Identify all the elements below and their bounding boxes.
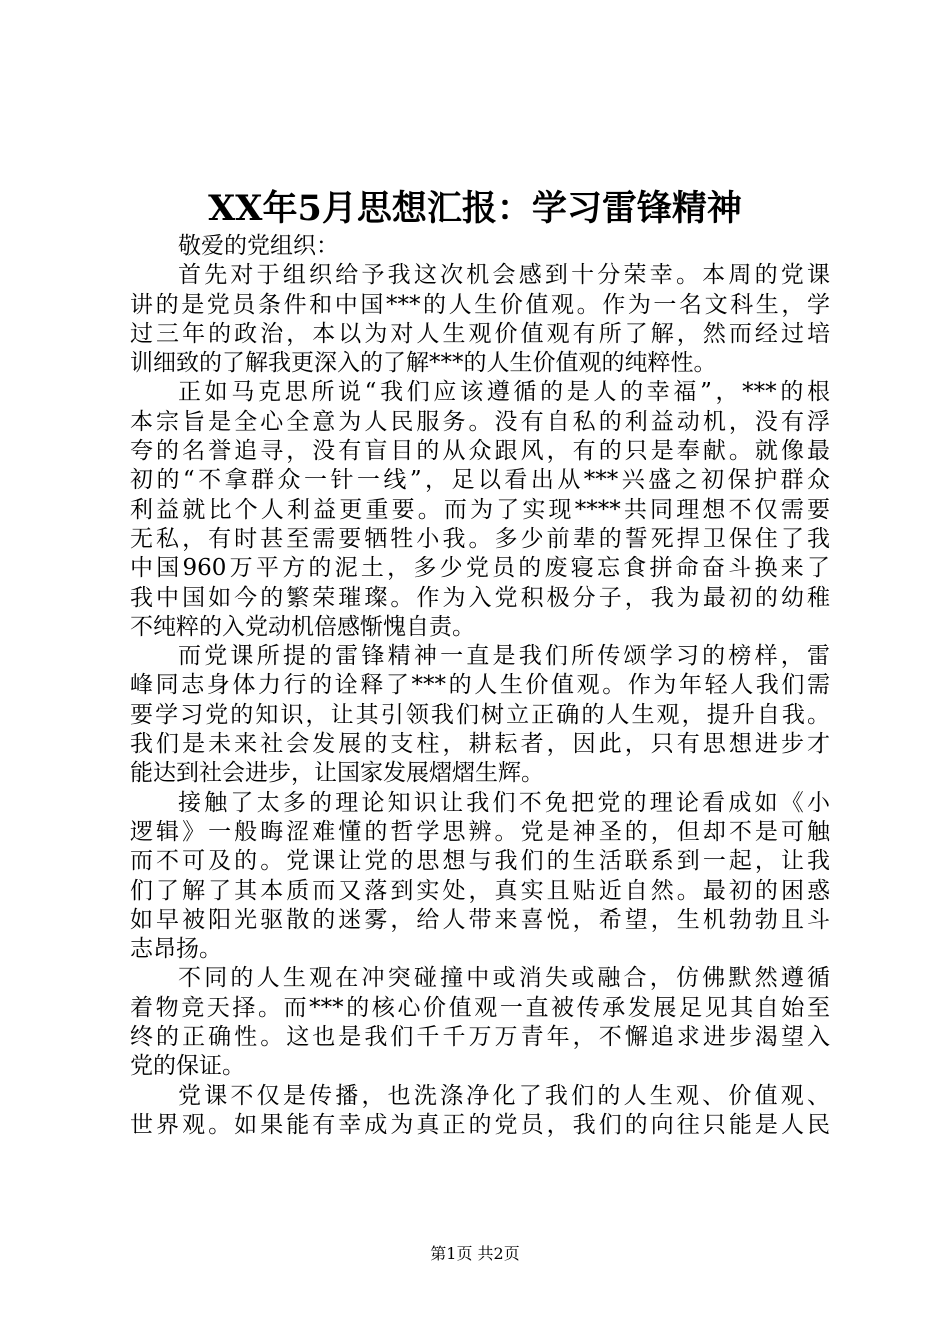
text-line: 着物竞天择。而***的核心价值观一直被传承发展足见其自始至	[130, 994, 830, 1021]
text-line: 而党课所提的雷锋精神一直是我们所传颂学习的榜样，雷	[178, 643, 830, 670]
text-line: 不纯粹的入党动机倍感惭愧自责。	[130, 613, 475, 640]
text-line: 无私，有时甚至需要牺牲小我。多少前辈的誓死捍卫保住了我	[130, 525, 830, 552]
text-line: 终的正确性。这也是我们千千万万青年，不懈追求进步渴望入	[130, 1024, 830, 1051]
text-line: 夸的名誉追寻，没有盲目的从众跟风，有的只是奉献。就像最	[130, 438, 830, 465]
text-line: 逻辑》一般晦涩难懂的哲学思辨。党是神圣的，但却不是可触	[130, 818, 830, 845]
text-line: 党的保证。	[130, 1053, 245, 1080]
text-line: 们了解了其本质而又落到实处，真实且贴近自然。最初的困惑	[130, 877, 830, 904]
text-line: 敬爱的党组织：	[178, 233, 339, 259]
document-body	[130, 232, 830, 1140]
text-line: 党课不仅是传播，也洗涤净化了我们的人生观、价值观、	[178, 1082, 830, 1109]
text-line: 中国960万平方的泥土，多少党员的废寝忘食拼命奋斗换来了	[130, 555, 830, 582]
text-line: 世界观。如果能有幸成为真正的党员，我们的向往只能是人民	[130, 1111, 830, 1138]
text-line: 初的“不拿群众一针一线”，足以看出从***兴盛之初保护群众	[130, 467, 830, 494]
text-line: 能达到社会进步，让国家发展熠熠生辉。	[130, 760, 544, 787]
text-line: 而不可及的。党课让党的思想与我们的生活联系到一起，让我	[130, 848, 830, 875]
text-line: 讲的是党员条件和中国***的人生价值观。作为一名文科生，学	[130, 291, 830, 318]
text-line: 本宗旨是全心全意为人民服务。没有自私的利益动机，没有浮	[130, 408, 830, 435]
text-line: 我中国如今的繁荣璀璨。作为入党积极分子，我为最初的幼稚	[130, 584, 830, 611]
text-line: 过三年的政治，本以为对人生观价值观有所了解，然而经过培	[130, 320, 830, 347]
text-line: 首先对于组织给予我这次机会感到十分荣幸。本周的党课	[178, 262, 830, 289]
text-line: 要学习党的知识，让其引领我们树立正确的人生观，提升自我。	[130, 701, 830, 728]
text-line: 利益就比个人利益更重要。而为了实现****共同理想不仅需要	[130, 496, 830, 523]
text-line: 不同的人生观在冲突碰撞中或消失或融合，仿佛默然遵循	[178, 965, 830, 992]
text-line: 志昂扬。	[130, 936, 222, 963]
page-footer: 第1页 共2页	[430, 1244, 520, 1263]
document-title: XX年5月思想汇报：学习雷锋精神	[208, 188, 742, 229]
text-line: 接触了太多的理论知识让我们不免把党的理论看成如《小	[178, 789, 830, 816]
text-line: 正如马克思所说“我们应该遵循的是人的幸福”，***的根	[178, 379, 830, 406]
text-line: 训细致的了解我更深入的了解***的人生价值观的纯粹性。	[130, 350, 717, 377]
text-line: 如早被阳光驱散的迷雾，给人带来喜悦，希望，生机勃勃且斗	[130, 906, 830, 933]
text-line: 我们是未来社会发展的支柱，耕耘者，因此，只有思想进步才	[130, 731, 830, 758]
text-line: 峰同志身体力行的诠释了***的人生价值观。作为年轻人我们需	[130, 672, 830, 699]
